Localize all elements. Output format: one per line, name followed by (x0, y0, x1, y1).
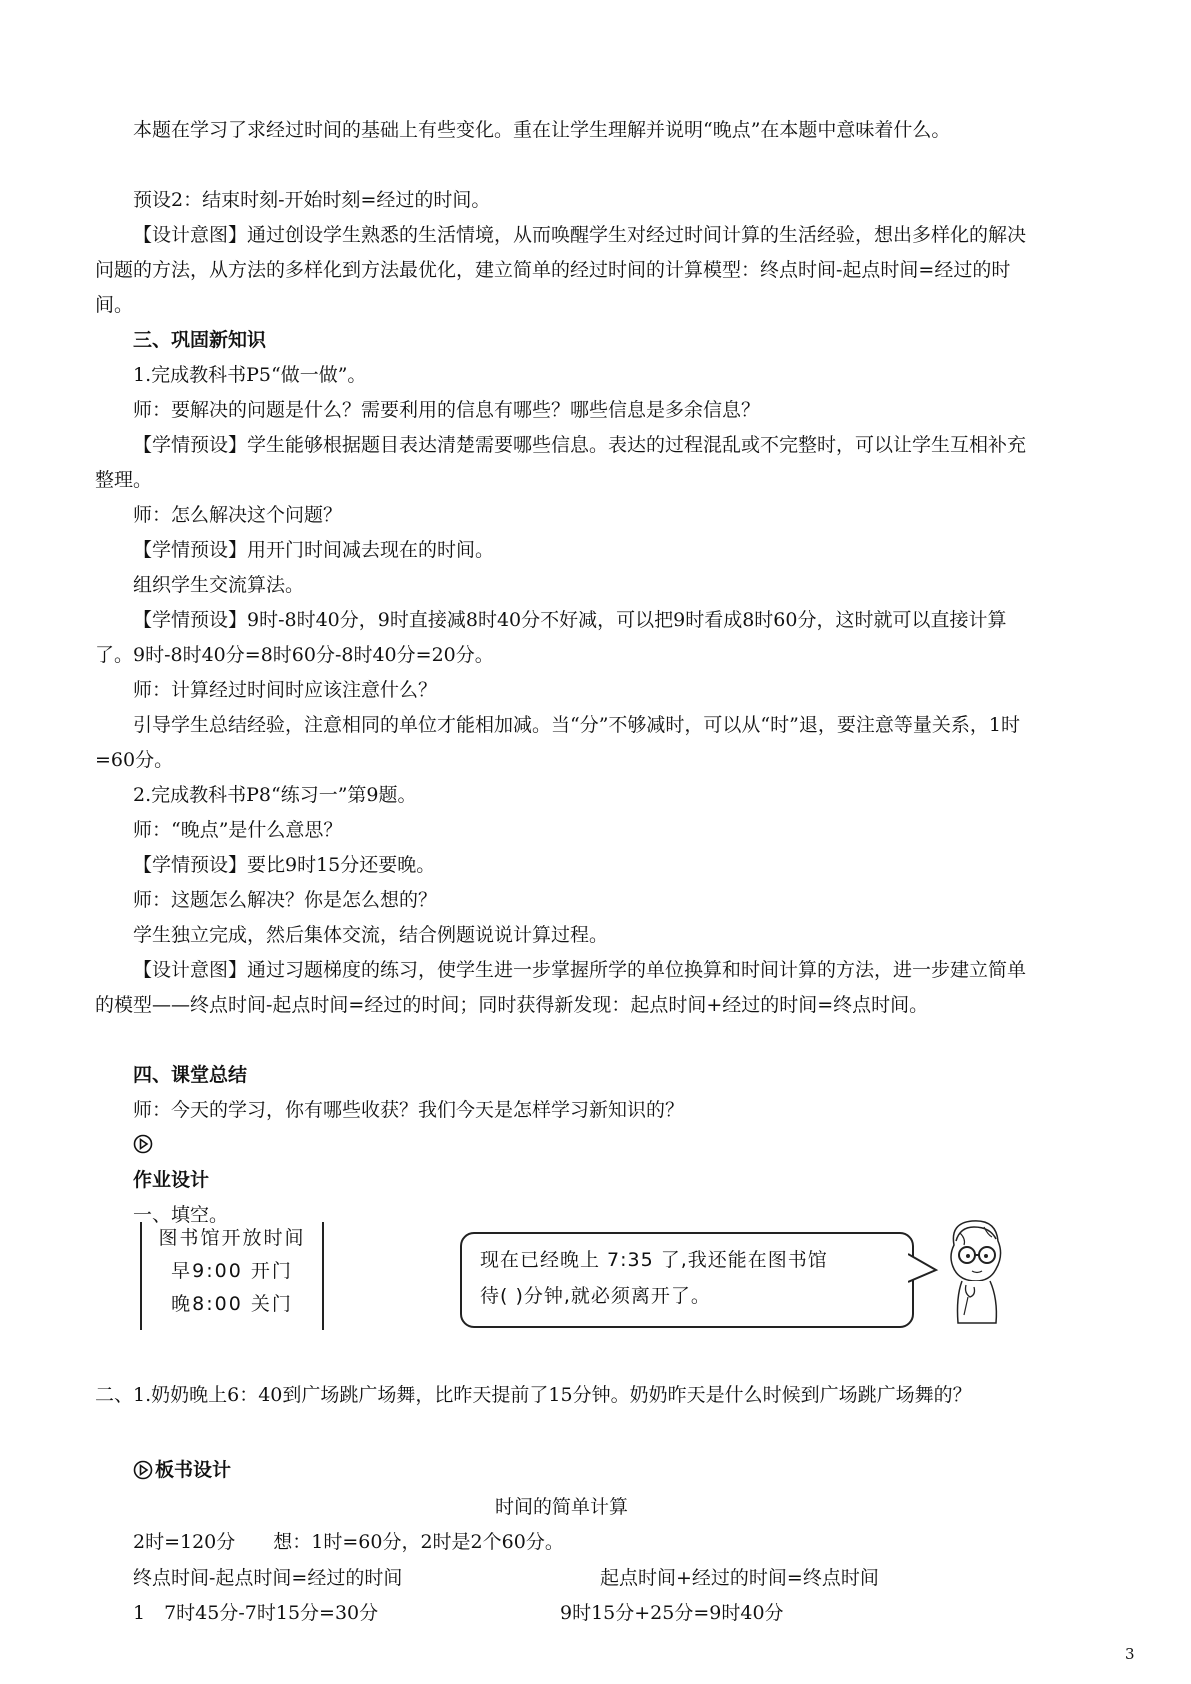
section-heading: 三、巩固新知识 (133, 329, 267, 351)
section-heading: 四、课堂总结 (133, 1064, 248, 1086)
child-illustration (940, 1215, 1012, 1327)
paragraph: 学生独立完成，然后集体交流，结合例题说说计算过程。 (133, 924, 609, 946)
board-title: 板书设计 (155, 1459, 232, 1481)
board-line: 2时=120分 想：1时=60分，2时是2个60分。 (133, 1531, 564, 1553)
sign-title: 图书馆开放时间 (158, 1227, 306, 1249)
paragraph: 师：今天的学习，你有哪些收获？我们今天是怎样学习新知识的？ (133, 1099, 685, 1121)
paragraph: 【学情预设】9时-8时40分，9时直接减8时40分不好减，可以把9时看成8时60分，这时就可以直接计算了。9时-8时40分=8时60分-8时40分=20分。 (95, 609, 1007, 666)
library-hours-sign (140, 1222, 324, 1330)
sign-close: 晚8:00 关门 (171, 1293, 293, 1315)
speech-bubble (460, 1232, 914, 1328)
paragraph: 本题在学习了求经过时间的基础上有些变化。重在让学生理解并说明“晚点”在本题中意味着什么。 (133, 119, 951, 141)
bubble-line: 待( )分钟,就必须离开了。 (480, 1285, 711, 1307)
board-right-rule: 起点时间+经过的时间=终点时间 (600, 1567, 879, 1589)
board-center-title: 时间的简单计算 (495, 1496, 629, 1518)
question-two: 二、1.奶奶晚上6：40到广场跳广场舞，比昨天提前了15分钟。奶奶昨天是什么时候到广场跳广场舞的？ (95, 1384, 972, 1406)
paragraph: 组织学生交流算法。 (133, 574, 305, 596)
paragraph: 【设计意图】通过习题梯度的练习，使学生进一步掌握所学的单位换算和时间计算的方法，进一步建立简单的模型——终点时间-起点时间=经过的时间；同时获得新发现：起点时间+经过的时间=终点时间。 (95, 959, 1027, 1016)
fill-blank-label: 一、填空。 (133, 1204, 229, 1226)
paragraph: 【学情预设】要比9时15分还要晚。 (133, 854, 436, 876)
paragraph: 师：要解决的问题是什么？需要利用的信息有哪些？哪些信息是多余信息？ (133, 399, 761, 421)
sign-open: 早9:00 开门 (171, 1260, 293, 1282)
paragraph: 预设2：结束时刻-开始时刻=经过的时间。 (133, 189, 491, 211)
page-number: 3 (1125, 1645, 1135, 1663)
board-right-example: 9时15分+25分=9时40分 (560, 1602, 784, 1624)
paragraph: 【设计意图】通过创设学生熟悉的生活情境，从而唤醒学生对经过时间计算的生活经验，想出多样化的解决问题的方法，从方法的多样化到方法最优化，建立简单的经过时间的计算模型：终点时间-起点时间=经过的时间。 (95, 224, 1027, 316)
paragraph: 师：“晚点”是什么意思？ (133, 819, 343, 841)
paragraph: 师：这题怎么解决？你是怎么想的？ (133, 889, 438, 911)
paragraph: 1.完成教科书P5“做一做”。 (133, 364, 367, 386)
play-circle-icon (133, 1134, 153, 1154)
paragraph: 师：怎么解决这个问题？ (133, 504, 343, 526)
paragraph: 2.完成教科书P8“练习一”第9题。 (133, 784, 417, 806)
paragraph: 师：计算经过时间时应该注意什么？ (133, 679, 438, 701)
homework-title: 作业设计 (133, 1169, 210, 1191)
bubble-line: 现在已经晚上 7:35 了,我还能在图书馆 (480, 1249, 828, 1271)
paragraph: 引导学生总结经验，注意相同的单位才能相加减。当“分”不够减时，可以从“时”退，要注意等量关系，1时=60分。 (95, 714, 1020, 771)
paragraph: 【学情预设】用开门时间减去现在的时间。 (133, 539, 495, 561)
board-left-rule: 终点时间-起点时间=经过的时间 (133, 1567, 403, 1589)
paragraph: 【学情预设】学生能够根据题目表达清楚需要哪些信息。表达的过程混乱或不完整时，可以让学生互相补充整理。 (95, 434, 1027, 491)
board-left-example: 1 7时45分-7时15分=30分 (133, 1602, 379, 1624)
play-circle-icon (133, 1460, 153, 1480)
